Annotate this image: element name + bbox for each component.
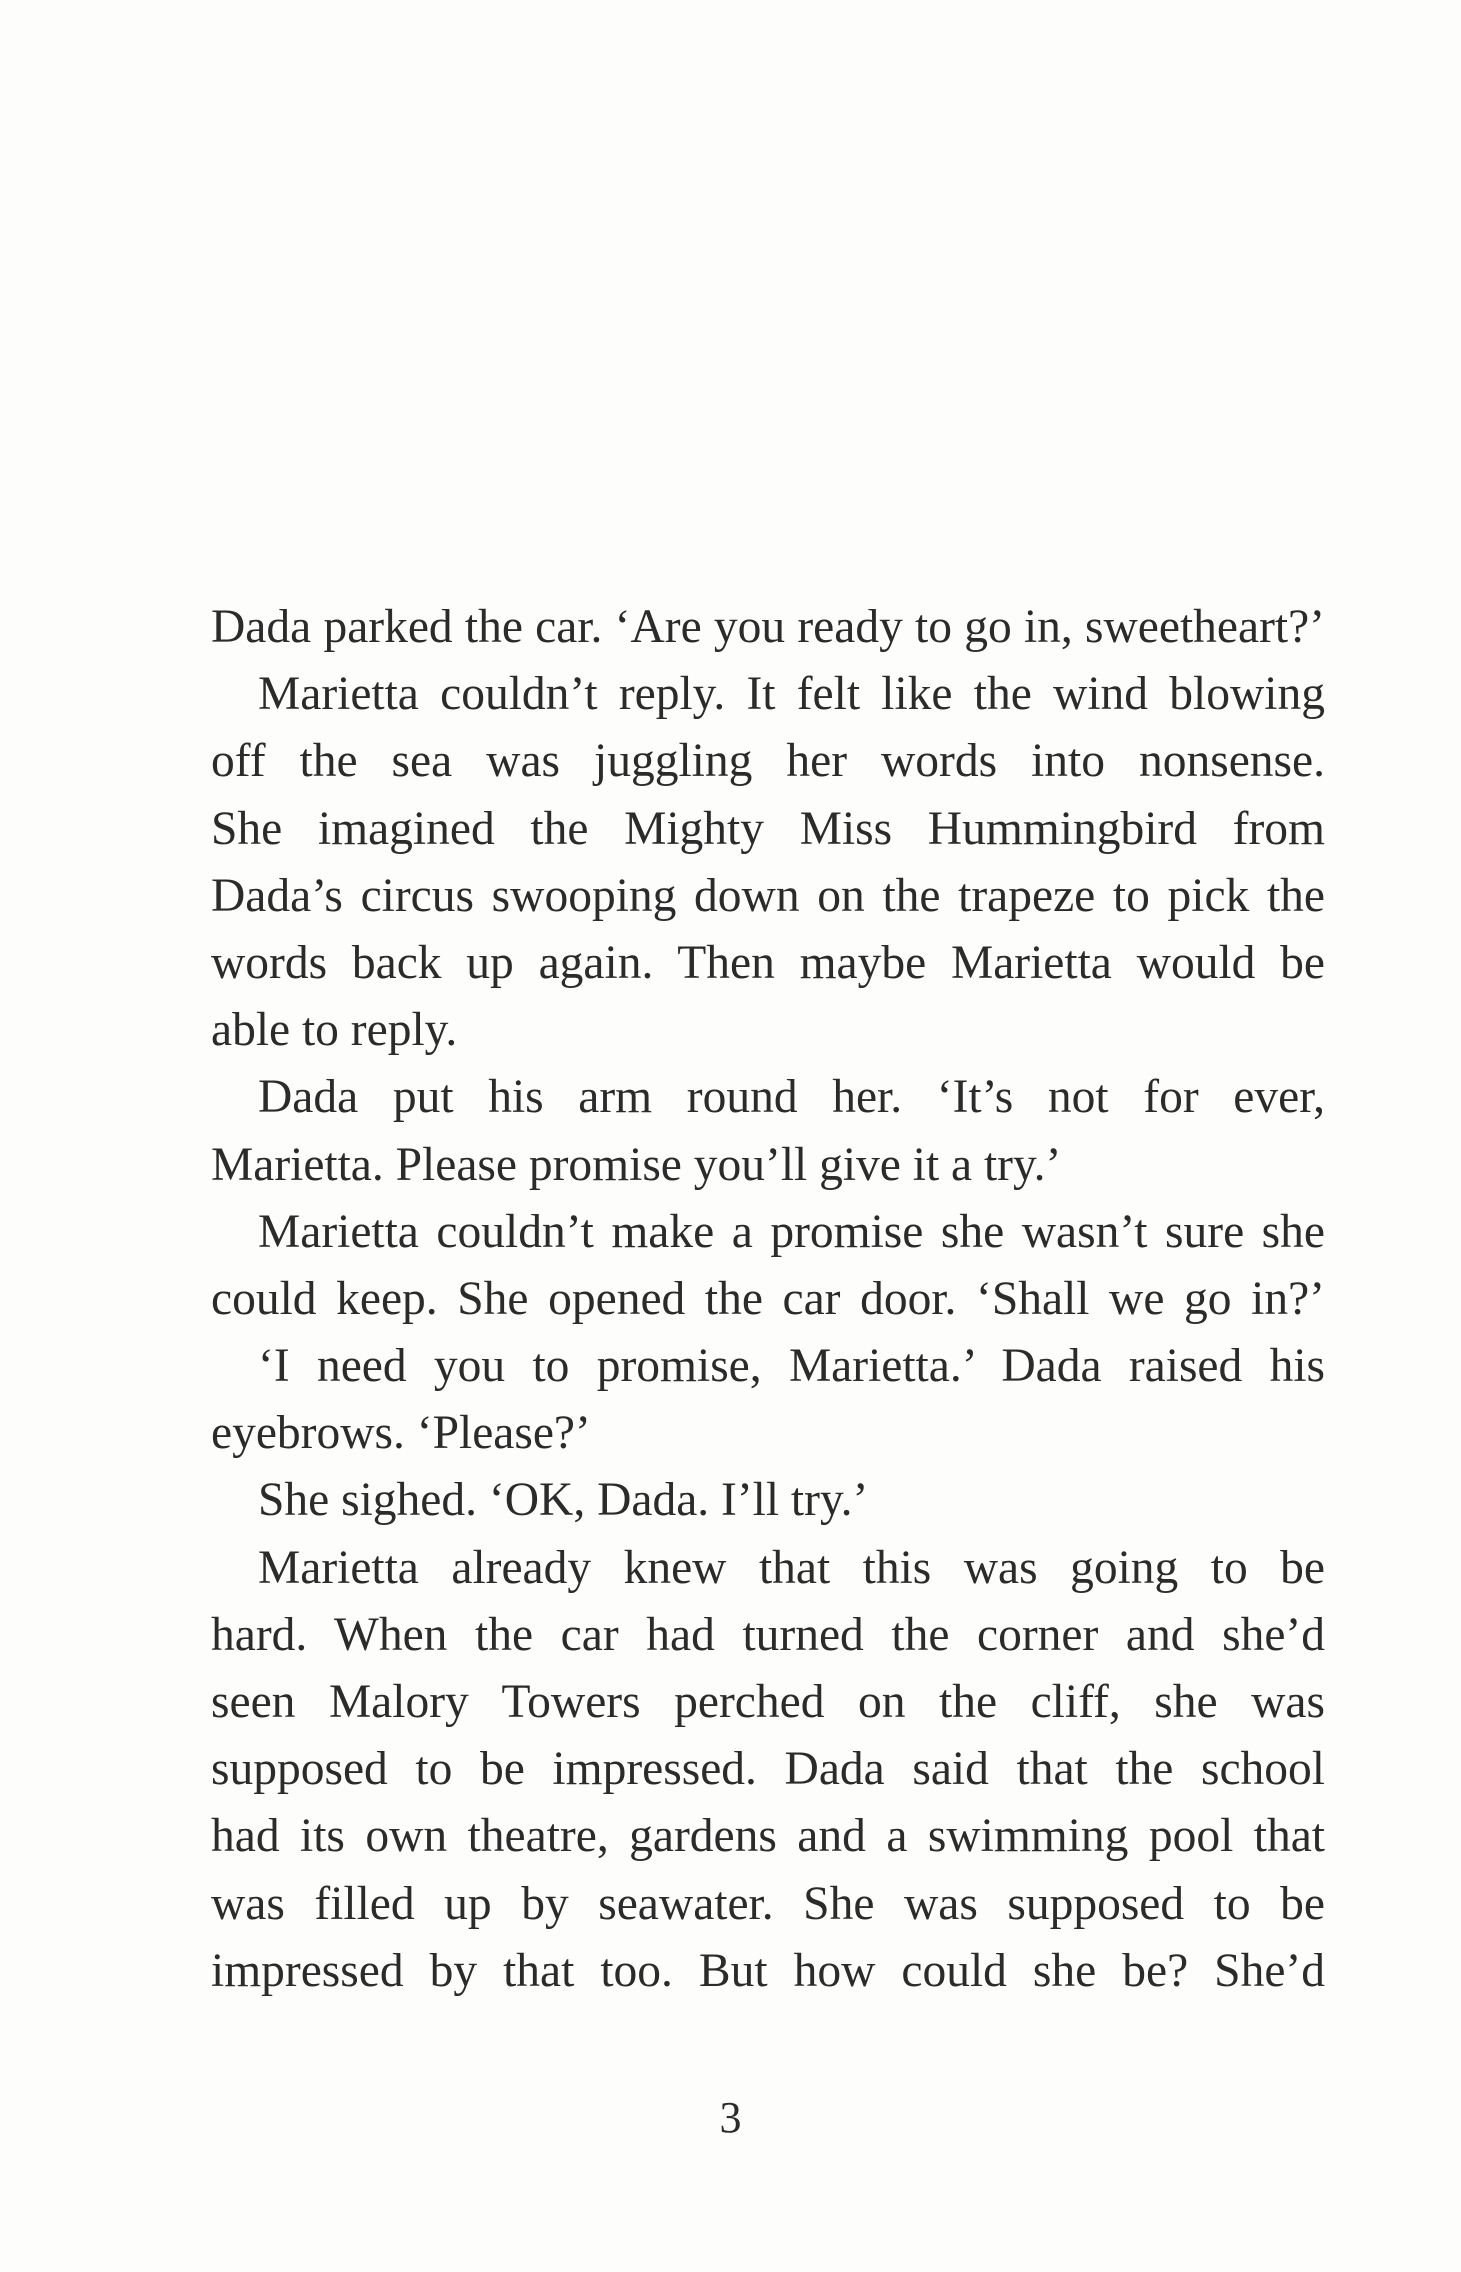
text-line: could keep. She opened the car door. ‘Shall we go in?’ <box>211 1272 1325 1325</box>
text-line: seen Malory Towers perched on the cliff, she was <box>211 1676 1325 1728</box>
body-text <box>211 594 1325 2005</box>
text-line: words back up again. Then maybe Marietta would be <box>211 936 1325 989</box>
text-line: Marietta. Please promise you’ll give it a try.’ <box>211 1138 1062 1191</box>
text-line: supposed to be impressed. Dada said that the school <box>211 1743 1325 1796</box>
text-line: was filled up by seawater. She was supposed to be <box>211 1877 1325 1930</box>
text-line: Dada’s circus swooping down on the trapeze to pick the <box>211 869 1325 922</box>
text-line: Marietta already knew that this was going to be <box>258 1541 1325 1594</box>
text-line: Dada put his arm round her. ‘It’s not for ever, <box>258 1071 1325 1124</box>
text-line: Marietta couldn’t make a promise she wasn’t sure she <box>258 1205 1325 1258</box>
text-line: able to reply. <box>211 1004 458 1057</box>
text-line: eyebrows. ‘Please?’ <box>211 1407 591 1460</box>
text-line: She imagined the Mighty Miss Hummingbird from <box>211 802 1325 855</box>
text-line: had its own theatre, gardens and a swimming pool that <box>211 1810 1325 1863</box>
text-line: hard. When the car had turned the corner and she’d <box>211 1608 1325 1661</box>
page-number: 3 <box>719 2093 742 2142</box>
text-line: She sighed. ‘OK, Dada. I’ll try.’ <box>258 1474 869 1527</box>
text-line: off the sea was juggling her words into nonsense. <box>211 735 1325 788</box>
text-line: impressed by that too. But how could she be? She’d <box>211 1944 1325 1997</box>
text-line: Marietta couldn’t reply. It felt like the wind blowing <box>258 668 1325 721</box>
text-line: Dada parked the car. ‘Are you ready to go in, sweetheart?’ <box>211 601 1325 653</box>
text-line: ‘I need you to promise, Marietta.’ Dada raised his <box>258 1340 1325 1393</box>
